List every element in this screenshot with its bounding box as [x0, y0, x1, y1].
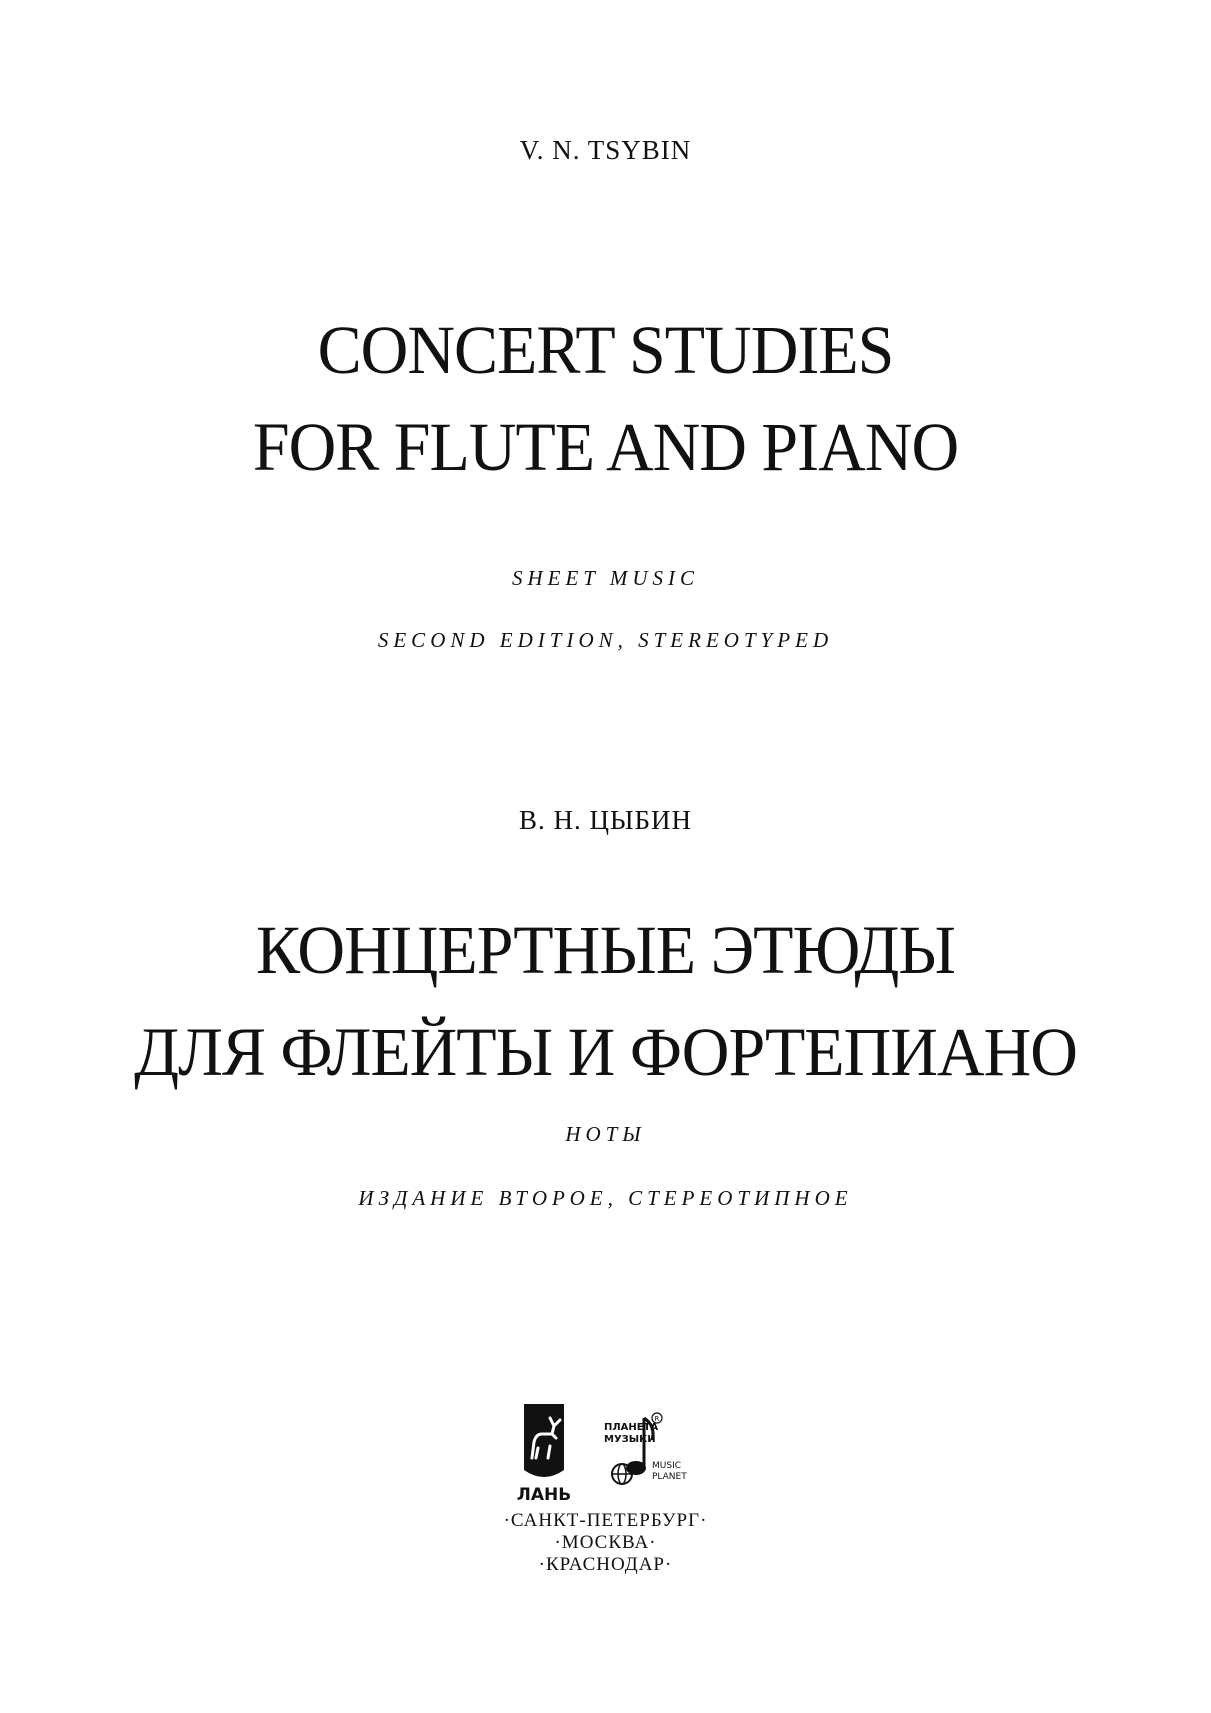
subtitle-russian: НОТЫ: [565, 1122, 646, 1146]
city-krasnodar: ·КРАСНОДАР·: [538, 1554, 673, 1575]
logo-text-planet-1: ПЛАНЕТА: [604, 1422, 659, 1433]
title-english-line-2: FOR FLUTE AND PIANO: [252, 409, 959, 486]
subtitle-english: SHEET MUSIC: [511, 566, 700, 590]
publisher-logo: [512, 1400, 702, 1510]
logo-text-music-1: MUSIC: [652, 1461, 682, 1471]
logo-text-music-2: PLANET: [652, 1472, 687, 1482]
title-russian-line-1: КОНЦЕРТНЫЕ ЭТЮДЫ: [256, 912, 955, 989]
edition-english: SECOND EDITION, STEREOTYPED: [377, 628, 834, 652]
globe-icon: [612, 1464, 632, 1484]
edition-russian: ИЗДАНИЕ ВТОРОЕ, СТЕРЕОТИПНОЕ: [358, 1186, 853, 1210]
logo-text-lan: ЛАНЬ: [516, 1485, 572, 1505]
title-russian-line-2: ДЛЯ ФЛЕЙТЫ И ФОРТЕПИАНО: [134, 1014, 1077, 1091]
author-english: V. N. TSYBIN: [519, 135, 692, 165]
author-russian: В. Н. ЦЫБИН: [518, 805, 693, 835]
svg-text:R: R: [654, 1415, 660, 1423]
city-saint-petersburg: ·САНКТ-ПЕТЕРБУРГ·: [503, 1510, 708, 1531]
title-english-line-1: CONCERT STUDIES: [317, 312, 894, 389]
logo-text-planet-2: МУЗЫКИ: [604, 1434, 656, 1445]
city-moscow: ·МОСКВА·: [554, 1532, 657, 1553]
lan-deer-icon: [524, 1404, 564, 1477]
